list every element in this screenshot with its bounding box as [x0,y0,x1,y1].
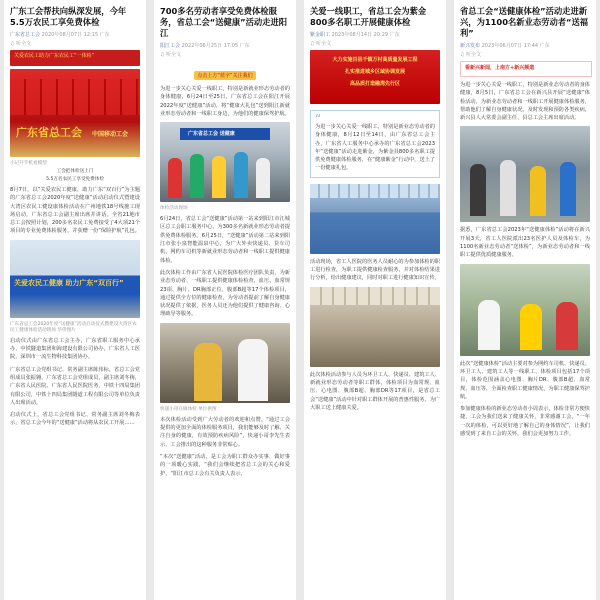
venue-photo [310,184,440,254]
image-caption: 小记开手机看模型 [10,161,47,166]
listen-label: 听全文 [16,41,32,47]
listen-button[interactable]: ♫ 听全文 [10,41,32,47]
paragraph-2: 6月24日，省总工会“送健康”活动第一站来到阳江市江城区总工会职工服务中心，为300多名新就业形态劳动者提供免费体检服务。6月25日，“送健康”活动第二站来到阳江市张小泉智能温泉中心，为广大外卖快递员、货车司机、网约车司机等新就业形态劳动者和一线职工提供健康体检。 [160,216,290,264]
article-card-2[interactable] [154,0,296,600]
channel-banner-text[interactable]: 看新兴新闻，上南方+新兴频道 [465,65,535,71]
listen-button[interactable]: ♫ 听全文 [310,41,332,47]
article-title[interactable]: 广东工会帮扶向纵深发展，今年5.5万农民工享免费体检 [10,6,127,27]
article-card-1[interactable] [4,0,146,600]
listen-button[interactable]: ♫ 听全文 [160,52,182,58]
slogan-line-1: 大力实施百县千镇万村高质量发展工程 [332,57,418,63]
article-title[interactable]: 700多名劳动者享受免费体检服务，省总工会“送健康”活动走进阳江 [160,6,288,38]
slogan-line-3: 高品质打造融湾先行区 [349,81,400,87]
paragraph-2: 据悉，广东省总工会2023年“送健康体检”活动将在新兴开展3天，省工人医院派出23名医护人员及体检车，为1100名新业态劳动者“送体检”，为新业态劳动者和一线职工提供优质健康服务。 [460,227,590,259]
subcaption-2: 5.5万名农民工享受免费体检 [46,177,104,182]
publish-date: 2023年08月14日 20:29 [331,32,389,38]
paragraph-2: 此次体检活动参与人员为环卫工人、快递员、建筑工人、新就业形态劳动者等职工群体，体检项目为血常规、血压、心电图、腹部B超、胸部DR等17项目，是省总工会“送健康”活动中针对职工群体开展的普惠性服务，为广大职工送上健康关爱。 [310,371,440,411]
ceremony-title: 关爱农民工健康 助力广东“双百行” [14,278,124,287]
paragraph-1: 活动现场，省工人医院的医务人员耐心的为参加体检的职工进行检查，为职工提供健康检查服务，并对体检结果进行分析，给出健康建议，同时对职工进行健康知识宣传。 [310,258,440,282]
quote-text: 为进一步关心关爱一线职工，特别是新业态劳动者的身体健康，8月12日至14日，由广东省总工会主办，广东省人工服务中心承办的广东省总工会2023年“送健康”活动走进紫金，为紫金县800多名职工提供免费健康体检服务，在“健康紫金”行动中，送上了一份健康礼包。 [315,124,435,172]
listen-button[interactable]: ♫ 听全文 [460,52,482,58]
source-link[interactable]: 新兴发布 [460,43,481,49]
publish-date: 2022年06月25日 17:05 [181,43,239,49]
quote-open-icon: “ [315,112,322,126]
source-link[interactable]: 广东省总工会 [10,32,41,38]
paragraph-4: 启动仪式上，省总工会党组书记、常务副主席刘冬梅表示，省总工会今年的“送健康”活动将从农民工开展…… [10,412,140,427]
listen-label: 听全文 [166,52,182,58]
slogan-line-2: 扎实推进城乡区域协调发展 [344,69,405,75]
paragraph-1: 8月7日，以“关爱农民工健康，助力广东“双百行”为主题的广东省总工会2020年度“送健康”活动启动仪式暨建设大湾区农民工健设康体检活动在广州地铁18号线施工现场启动，广东省总工会副主席出席并讲话。全省21地市总工会按照计划，200多名农民工免费接受了4大项21个项目的专业免费体检服务，并获赠一份“保险护航”礼包。 [10,187,140,235]
listen-label: 听全文 [316,41,332,47]
image-caption: 体检活动现场 [160,206,188,212]
courier-photo [160,323,290,403]
paragraph-3: 此次“送健康体检”活动主要对参为网约车司机、快递员、环卫工人、建筑工人等一线职工、体检项目包括17个项目，体检范围涵盖心电图、胸片DR、腹部B超、血常规、血压等，全面检查职工健康情况，为职工健康保驾护航。 [460,360,590,400]
follow-banner[interactable] [160,62,290,81]
paragraph-4: 本次体检活动受到广大劳动者的欢迎和点赞。“通过工会提供的更加全面的体检服务项目，我们能够及时了解、关注自身的健康，有效预防疾病风险”，快递小哥李先生表示，工会推出的这种服务非常贴心。 [160,416,290,448]
paragraph-4: 参加健康体检的新业态劳动者小周表示，体检非常方便快捷，工会为我们送来了健康关怀，非常感谢工会，“一年一次的体检，可以更好地了解自己的身体情况”，让我们感受到了来自工会的关怀，我们会更加努力工作。 [460,406,590,438]
image-caption-2: 快递小哥在做体检 单位供图 [160,406,217,412]
poster-side-text: 中国移动工会 [92,131,129,138]
article-meta [310,31,440,38]
poster-big-text: 广东省总工会 [16,126,82,139]
consult-photo [460,264,590,356]
listen-label: 听全文 [466,52,482,58]
article-meta [160,42,290,49]
location: 广东 [99,32,110,38]
publish-date: 2023年06月07日 17:44 [481,43,539,49]
checkup-photo [160,122,290,202]
article-card-4[interactable] [454,0,596,600]
publish-date: 2020年08月07日 12:15 [41,32,99,38]
photo-sign: 广东省总工会 送健康 [188,131,235,138]
location: 广东 [239,43,250,49]
subcaption-1: 工会把体检送上门 [56,169,94,174]
location: 广东 [539,43,550,49]
article-meta [460,42,590,49]
paragraph-5: “本次“送健康”活动，是工会为职工群众办实事、做好事的一项暖心实践，“我们会继续把省总工会的关心和爱护，“阳江市总工会有关负责人表示， [160,453,290,477]
channel-banner[interactable] [460,61,592,77]
checkup-line-photo [460,126,590,222]
exam-photo [310,287,440,367]
article-title[interactable]: 关爱一线职工，省总工会为紫金800多名职工开展健康体检 [310,6,427,27]
follow-prompt[interactable]: 点击上方“蓝字”关注我们 [194,71,255,80]
article-meta [10,31,140,38]
source-link[interactable]: 阳江工会 [160,43,181,49]
banner-text: 关爱农民工助力广东农民工“一体检” [14,53,95,59]
source-link[interactable]: 紫金职工 [310,32,331,38]
paragraph-3: 此次体检工作由广东省人民医院体检医疗团队负责，为新业态劳动者、一线职工提供健康体检检查，血压、血常规23项、胸片、DR胸部正位、腹部B超等17个体检项目，通过提供全方位的健康检查，为劳动者提前了解自身健康状况提供了依据，医务人员还为他们提供了健康咨询、心理疏导等服务。 [160,269,290,318]
article-card-3[interactable] [304,0,446,600]
image-caption-2: 广东省总工会2020年度“送健康”活动启动仪式暨建设大湾区农民工健康体检活动现场 华侨图片 [10,321,137,333]
location: 广东 [389,32,400,38]
paragraph-3: 广东省总工会党组书记、常务副主席陈伟标，省总工会党组成员张振翱，广东省总工会党组成员，副主席刘冬梅，广东省人民医院、广东省人民医院医务，中铁十四局集团有限公司，中铁十四局集团隧道工程有限公司等单位负责人出席活动。 [10,366,140,406]
paragraph-1: 为进一步关心关爱一线职工，特别是新业态劳动者的身体健康，8月5日，广东省总工会在新兴县开展“送健康”体检活动，为新业态劳动者和一线职工开展健康体检服务，帮助他们了解自身健康状况，及时发现和预防各类疾病，新兴县人大常委会副主任、县总工会主席出席活动。 [460,82,590,122]
article-title[interactable]: 省总工会“送健康体检”活动走进新兴，为1100名新业态劳动者“送福利” [460,6,589,38]
ceremony-photo [10,240,140,318]
paragraph-1: 为进一步关心关爱一线职工，特别是新就业形态劳动者的身体健康，6月24日至25日，广东省总工会在阳江开展2022年度“送健康”活动，将“健康大礼包”送到阳江新就业形态劳动者和一线职工身边，为他们的健康保驾护航。 [160,86,290,117]
paragraph-2: 启动仪式由广东省总工会主办，广东省职工服务中心承办，中铁隧道集团和海建设有限公司协办，广东省人工医院，深圳市一流生物科技集团协办。 [10,337,140,361]
slogan-poster [310,50,440,104]
hero-photo [10,69,140,157]
quote-box [310,110,440,178]
banner-image [10,50,140,66]
